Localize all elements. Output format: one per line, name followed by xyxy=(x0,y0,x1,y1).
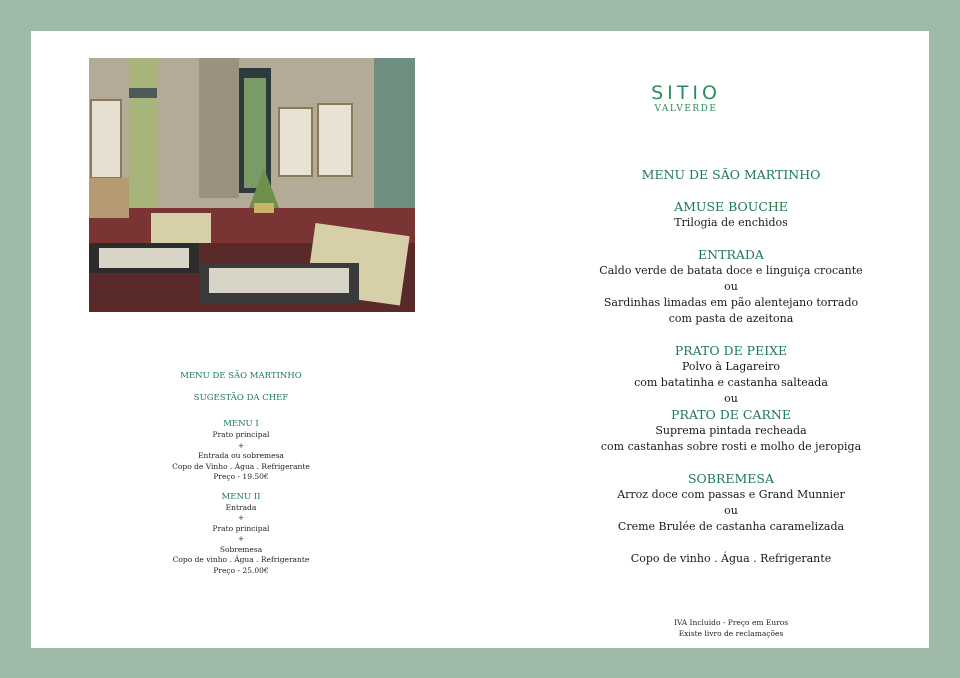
menu-2-line: Entrada xyxy=(225,502,257,512)
entrada-or: ou xyxy=(724,280,738,293)
entrada-item: Caldo verde de batata doce e linguiça crocante xyxy=(599,264,863,277)
prato-carne-heading: PRATO DE CARNE xyxy=(671,407,791,422)
left-menu-subtitle: SUGESTÃO DA CHEF xyxy=(193,393,289,403)
footer-notes xyxy=(571,618,891,639)
restaurant-interior-image xyxy=(89,58,415,312)
prato-carne-item: com castanhas sobre rosti e molho de jeropiga xyxy=(600,440,862,453)
entrada-item: Sardinhas limadas em pão alentejano torrado xyxy=(603,296,859,309)
menu-2-price: Preço - 25.00€ xyxy=(213,565,269,575)
menu-1-line: Prato principal xyxy=(212,430,270,439)
prato-peixe-item: com batatinha e castanha salteada xyxy=(634,376,828,389)
footer-complaints-note: Existe livro de reclamações xyxy=(678,628,784,638)
prato-peixe-item: Polvo à Lagareiro xyxy=(681,360,781,373)
amuse-bouche-heading: AMUSE BOUCHE xyxy=(674,199,788,214)
menu-2-line: Copo de vinho . Água . Refrigerante xyxy=(172,555,310,564)
entrada-item: com pasta de azeitona xyxy=(668,312,794,325)
restaurant-photo xyxy=(89,58,415,312)
entrada-heading: ENTRADA xyxy=(698,247,764,262)
sobremesa-or: ou xyxy=(724,504,738,517)
menu-2-line: + xyxy=(237,534,245,543)
menu-2-line: Prato principal xyxy=(212,523,270,533)
menu-1-line: Entrada ou sobremesa xyxy=(198,451,284,460)
brand-name: SITIO xyxy=(651,82,721,104)
drinks-line: Copo de vinho . Água . Refrigerante xyxy=(630,552,832,565)
brand-subtitle: VALVERDE xyxy=(654,104,718,114)
menu-1-heading: MENU I xyxy=(223,419,259,429)
prato-carne-item: Suprema pintada recheada xyxy=(655,424,807,437)
menu-1-line: Copo de Vinho . Água . Refrigerante xyxy=(172,461,310,471)
brand-logo xyxy=(630,82,742,115)
left-menu-title: MENU DE SÃO MARTINHO xyxy=(180,371,302,381)
sobremesa-item: Creme Brulée de castanha caramelizada xyxy=(617,520,845,533)
sobremesa-item: Arroz doce com passas e Grand Munnier xyxy=(617,488,845,501)
amuse-bouche-item: Trilogia de enchidos xyxy=(674,216,788,229)
menu-2-heading: MENU II xyxy=(221,491,261,502)
sobremesa-heading: SOBREMESA xyxy=(687,471,775,486)
menu-1-price: Preço - 19.50€ xyxy=(213,472,269,481)
left-menu-summary xyxy=(151,371,331,576)
menu-2-line: + xyxy=(237,513,245,522)
right-menu-detail xyxy=(571,167,891,567)
right-menu-title: MENU DE SÃO MARTINHO xyxy=(641,167,821,182)
prato-peixe-heading: PRATO DE PEIXE xyxy=(674,343,788,358)
menu-2-line: Sobremesa xyxy=(219,544,263,554)
prato-or: ou xyxy=(724,392,738,405)
menu-1-line: + xyxy=(237,440,245,450)
footer-vat-note: IVA Incluido - Preço em Euros xyxy=(673,618,789,627)
menu-sheet xyxy=(31,31,929,648)
